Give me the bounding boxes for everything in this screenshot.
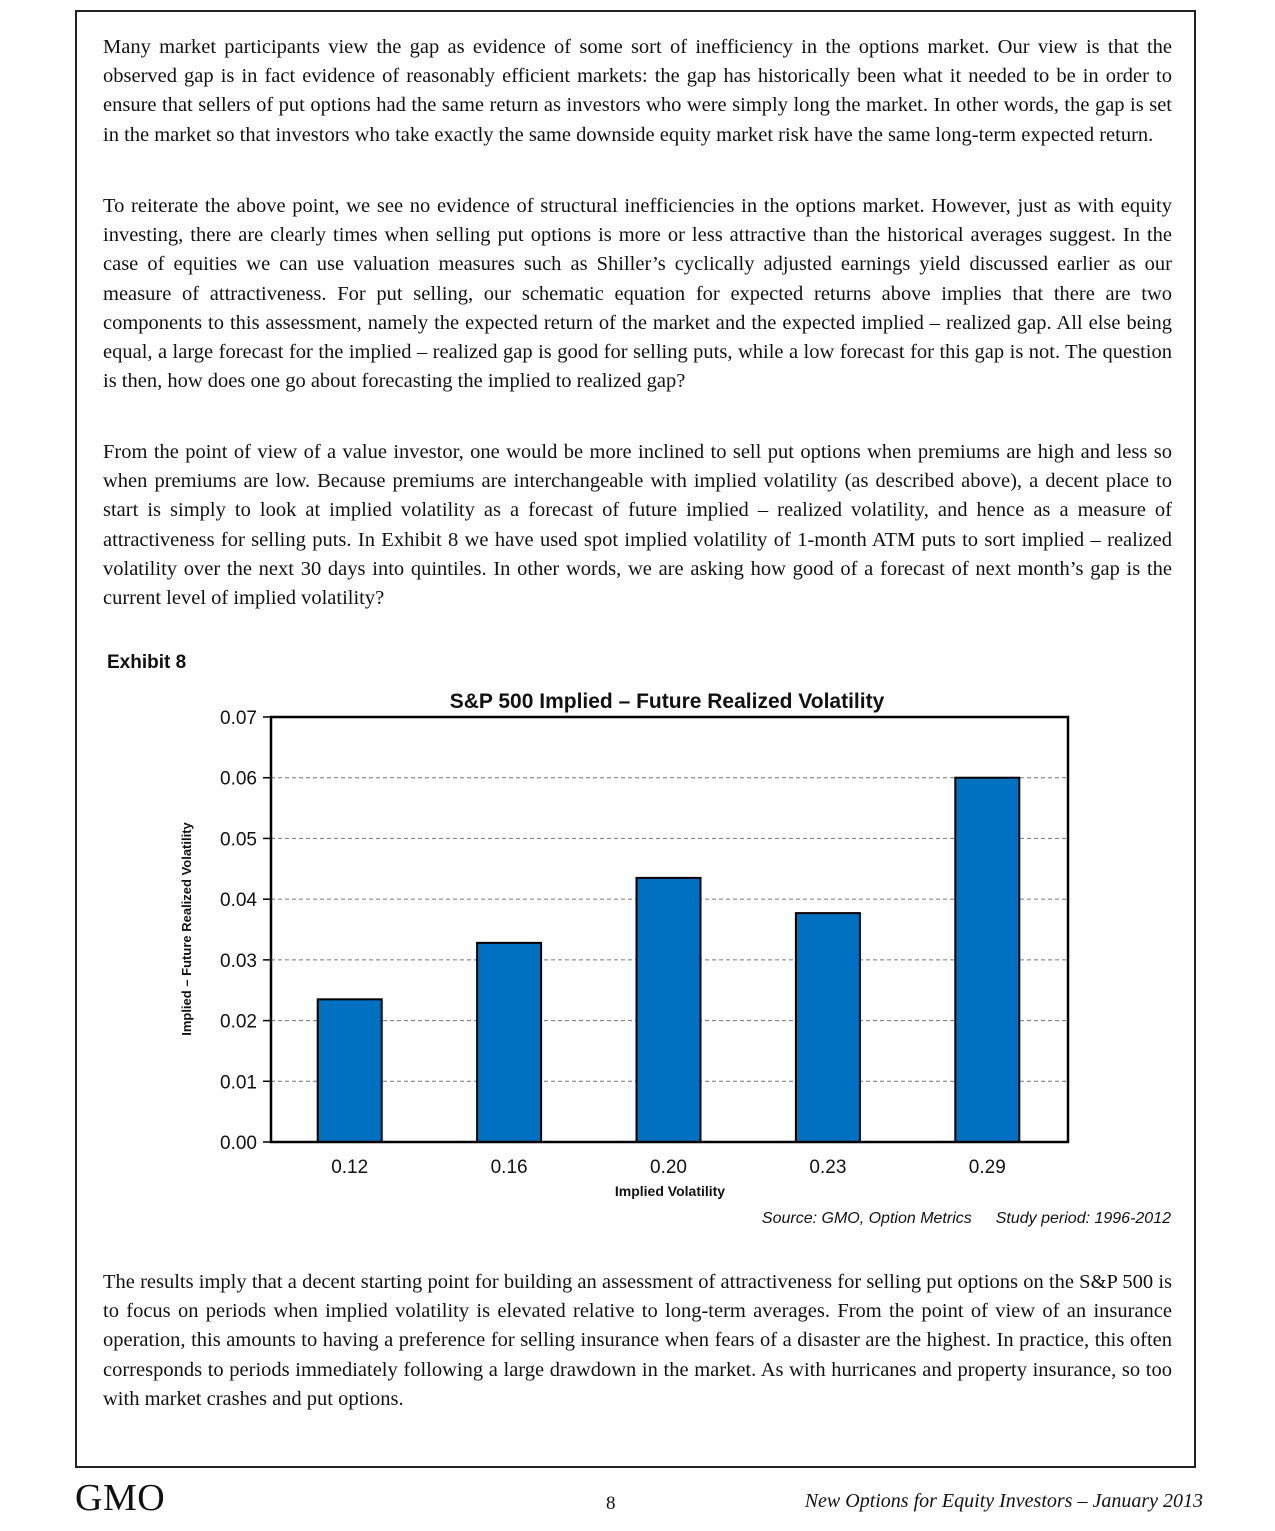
paragraph-1: Many market participants view the gap as evidence of some sort of inefficiency in the options market. Our view is that the observed gap is in fact evidence of reasonably efficient markets: the gap has historically been what it needed to be in order to ensure that sellers of put options had the same return as investors who were simply long the market. In other words, the gap is set in the market so that investors who take exactly the same downside equity market risk have the same long-term expected return.: [103, 36, 1172, 146]
y-tick-label: 0.06: [220, 768, 257, 790]
bar-0.23: [796, 913, 860, 1142]
x-tick-label: 0.12: [331, 1157, 369, 1178]
x-tick-label: 0.16: [490, 1157, 528, 1178]
paragraph-2: To reiterate the above point, we see no evidence of structural inefficiencies in the options market. However, just as with equity investing, there are clearly times when selling put options is more or less attractive than the historical averages suggest. In the case of equities we can use valuation measures such as Shiller’s cyclically adjusted earnings yield discussed earlier as our measure of attractiveness. For put selling, our schematic equation for expected returns above implies that there are two components to this assessment, namely the expected return of the market and the expected implied – realized gap. All else being equal, a large forecast for the implied – realized gap is good for selling puts, while a low forecast for this gap is not. The question is then, how does one go about forecasting the implied to realized gap?: [103, 195, 1172, 393]
x-tick-label: 0.29: [968, 1157, 1006, 1178]
y-tick-label: 0.07: [220, 708, 257, 729]
study-period-text: Study period: 1996-2012: [995, 1210, 1171, 1227]
chart-title: S&P 500 Implied – Future Realized Volatility: [449, 690, 885, 713]
exhibit-source: [762, 1210, 1171, 1228]
bar-0.29: [955, 778, 1019, 1142]
x-tick-label: 0.23: [809, 1157, 847, 1178]
x-tick-label: 0.20: [650, 1157, 687, 1178]
x-axis-label: Implied Volatility: [614, 1183, 726, 1199]
bars: [318, 778, 1020, 1142]
bar-0.12: [318, 999, 382, 1142]
bar-0.20: [637, 878, 701, 1142]
gmo-logo: GMO: [75, 1477, 166, 1519]
y-axis-ticks: [220, 708, 271, 1154]
bar-chart: [170, 682, 1130, 1202]
page-number: 8: [606, 1493, 616, 1514]
y-tick-label: 0.01: [220, 1072, 257, 1094]
y-axis-label: Implied – Future Realized Volatility: [179, 822, 194, 1036]
y-tick-label: 0.02: [220, 1011, 257, 1033]
bar-0.16: [477, 943, 541, 1142]
y-tick-label: 0.05: [220, 829, 257, 851]
source-text: Source: GMO, Option Metrics: [761, 1210, 972, 1227]
paragraph-4: The results imply that a decent starting point for building an assessment of attractiveness for selling put options on the S&P 500 is to focus on periods when implied volatility is elevated relative to long-term averages. From the point of view of an insurance operation, this amounts to having a preference for selling insurance when fears of a disaster are the highest. In practice, this often corresponds to periods immediately following a large drawdown in the market. As with hurricanes and property insurance, so too with market crashes and put options.: [103, 1271, 1172, 1410]
publication-title: New Options for Equity Investors – January 2013: [804, 1490, 1203, 1512]
y-tick-label: 0.04: [220, 890, 257, 912]
y-tick-label: 0.00: [220, 1133, 257, 1154]
paragraph-3: From the point of view of a value investor, one would be more inclined to sell put options when premiums are high and less so when premiums are low. Because premiums are interchangeable with implied volatility (as described above), a decent place to start is simply to look at implied volatility as a forecast of future implied – realized volatility, and hence as a measure of attractiveness for selling puts. In Exhibit 8 we have used spot implied volatility of 1-month ATM puts to sort implied – realized volatility over the next 30 days into quintiles. In other words, we are asking how good of a forecast of next month’s gap is the current level of implied volatility?: [103, 441, 1172, 610]
exhibit-label: Exhibit 8: [107, 652, 187, 673]
x-axis-ticks: [331, 1157, 1006, 1178]
y-tick-label: 0.03: [220, 950, 257, 972]
